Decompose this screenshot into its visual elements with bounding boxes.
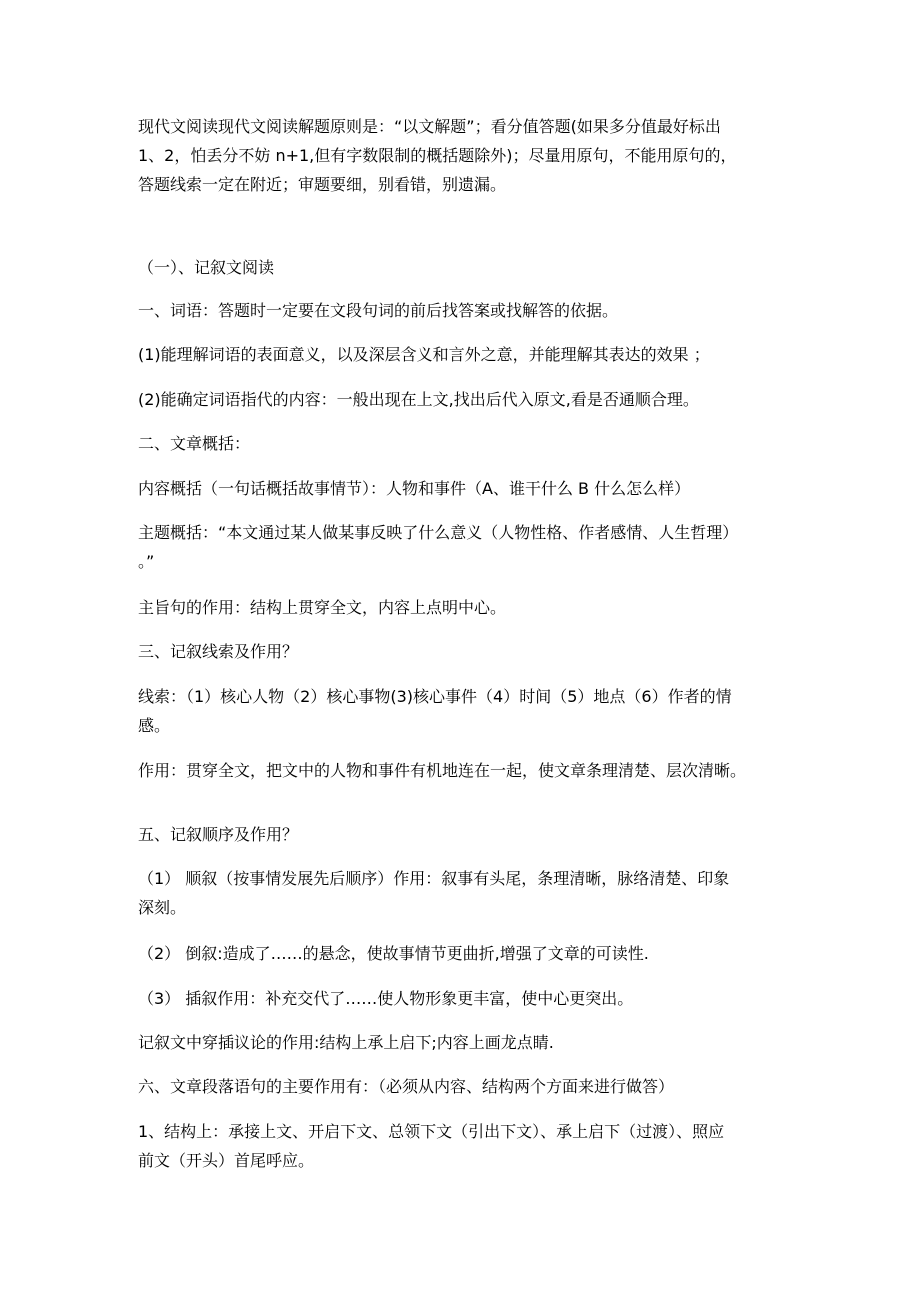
- paragraph-ciyu-2: (2)能确定词语指代的内容：一般出现在上文,找出后代入原文,看是否通顺合理。: [138, 390, 699, 409]
- section-heading-narrative: （一）、记叙文阅读: [138, 258, 275, 277]
- paragraph-zuoyong: 作用：贯穿全文，把文中的人物和事件有机地连在一起，使文章条理清楚、层次清晰。: [138, 761, 747, 780]
- paragraph-zhuti: [138, 518, 786, 576]
- paragraph-gaikuo: 二、文章概括：: [138, 434, 251, 453]
- paragraph-xiansuo: [138, 682, 786, 740]
- paragraph-neirong: 内容概括（一句话概括故事情节）：人物和事件（A、谁干什么 B 什么怎么样）: [138, 479, 691, 498]
- paragraph-jiegou: [138, 1117, 786, 1175]
- zhuti-line-2: 。”: [138, 552, 155, 571]
- shunxu-1-line-2: 深刻。: [138, 898, 187, 917]
- intro-paragraph: [138, 112, 786, 199]
- paragraph-ciyu-1: (1)能理解词语的表面意义，以及深层含义和言外之意，并能理解其表达的效果 ；: [138, 345, 710, 364]
- intro-line-3: 答题线索一定在附近；审题要细，别看错，别遗漏。: [138, 175, 507, 194]
- shunxu-1-line-1: （1） 顺叙（按事情发展先后顺序）作用：叙事有头尾，条理清晰，脉络清楚、印象: [138, 869, 730, 888]
- jiegou-line-2: 前文（开头）首尾呼应。: [138, 1151, 315, 1170]
- intro-line-1: 现代文阅读现代文阅读解题原则是：“以文解题”；看分值答题(如果多分值最好标出: [138, 117, 721, 136]
- zhuti-line-1: 主题概括：“本文通过某人做某事反映了什么意义（人物性格、作者感情、人生哲理）: [138, 523, 739, 542]
- paragraph-duanluo-question: 六、文章段落语句的主要作用有：（必须从内容、结构两个方面来进行做答）: [138, 1077, 675, 1096]
- xiansuo-line-2: 感。: [138, 716, 171, 735]
- paragraph-yilun: 记叙文中穿插议论的作用:结构上承上启下;内容上画龙点睛.: [138, 1033, 554, 1052]
- paragraph-shunxu-1: [138, 864, 786, 922]
- jiegou-line-1: 1、结构上：承接上文、开启下文、总领下文（引出下文）、承上启下（过渡）、照应: [138, 1122, 725, 1141]
- intro-line-2: 1、2，怕丢分不妨 n+1,但有字数限制的概括题除外)；尽量用原句，不能用原句的，: [138, 146, 737, 165]
- paragraph-shunxu-3: （3） 插叙作用：补充交代了……使人物形象更丰富，使中心更突出。: [138, 989, 634, 1008]
- xiansuo-line-1: 线索：（1）核心人物（2）核心事物(3)核心事件（4）时间（5）地点（6）作者的情: [138, 687, 732, 706]
- paragraph-shunxu-question: 五、记叙顺序及作用？: [138, 825, 299, 844]
- paragraph-ciyu: 一、词语：答题时一定要在文段句词的前后找答案或找解答的依据。: [138, 301, 619, 320]
- paragraph-zhuzhi: 主旨句的作用：结构上贯穿全文，内容上点明中心。: [138, 598, 507, 617]
- paragraph-xiansuo-question: 三、记叙线索及作用？: [138, 642, 299, 661]
- paragraph-shunxu-2: （2） 倒叙:造成了……的悬念，使故事情节更曲折,增强了文章的可读性.: [138, 944, 649, 963]
